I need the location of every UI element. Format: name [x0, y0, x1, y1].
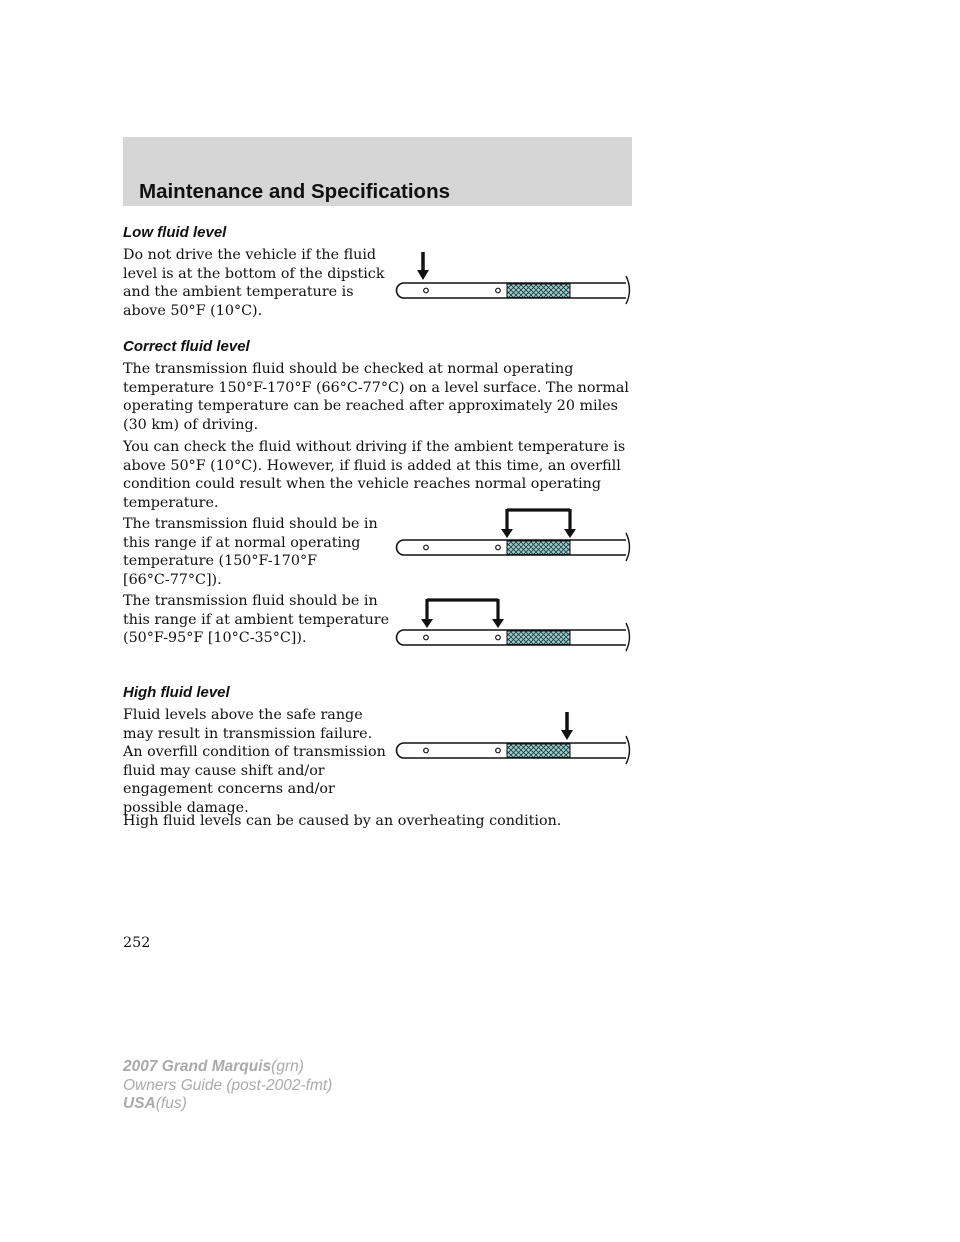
correct-fluid-paragraph-3: The transmission fluid should be in this range if at normal operating temperature (150°F-170°F [66°C-77°C]).	[123, 516, 378, 588]
heading-high-fluid: High fluid level	[123, 684, 230, 701]
footer-model: 2007 Grand Marquis	[123, 1058, 272, 1075]
correct-fluid-paragraph-1: The transmission fluid should be checked at normal operating temperature 150°F-170°F (66°C-77°C) on a level surface. The normal operating temperature can be reached after approximately 20 miles (30 km) of driving.	[123, 361, 629, 433]
dipstick-high-diagram	[386, 710, 636, 772]
page-title: Maintenance and Specifications	[139, 180, 450, 203]
correct-fluid-paragraph-2: You can check the fluid without driving if the ambient temperature is above 50°F (10°C). However, if fluid is added at this time, an overfill condition could result when the vehicle reaches normal operating temperature.	[123, 439, 626, 511]
heading-correct-fluid: Correct fluid level	[123, 338, 250, 355]
correct-fluid-paragraph-4: The transmission fluid should be in this range if at ambient temperature (50°F-95°F [10°C-35°C]).	[123, 593, 390, 646]
dipstick-ambient-temp-diagram	[386, 597, 636, 659]
dipstick-normal-temp-diagram	[386, 507, 636, 569]
high-fluid-paragraph-2: High fluid levels can be caused by an overheating condition.	[123, 813, 562, 829]
high-fluid-paragraph-1: Fluid levels above the safe range may result in transmission failure. An overfill condition of transmission fluid may cause shift and/or engagement concerns and/or possible damage.	[123, 707, 386, 816]
footer-guide: Owners Guide (post-2002-fmt)	[123, 1076, 333, 1094]
footer-market: USA	[123, 1095, 156, 1112]
heading-low-fluid: Low fluid level	[123, 224, 227, 241]
footer-market-code: (fus)	[155, 1095, 187, 1112]
header-band	[123, 137, 632, 206]
footer-model-code: (grn)	[271, 1058, 304, 1075]
dipstick-low-diagram	[386, 250, 636, 312]
page-number: 252	[123, 935, 151, 951]
document-footer	[123, 1058, 332, 1114]
low-fluid-paragraph: Do not drive the vehicle if the fluid level is at the bottom of the dipstick and the ambient temperature is above 50°F (10°C).	[123, 247, 385, 319]
